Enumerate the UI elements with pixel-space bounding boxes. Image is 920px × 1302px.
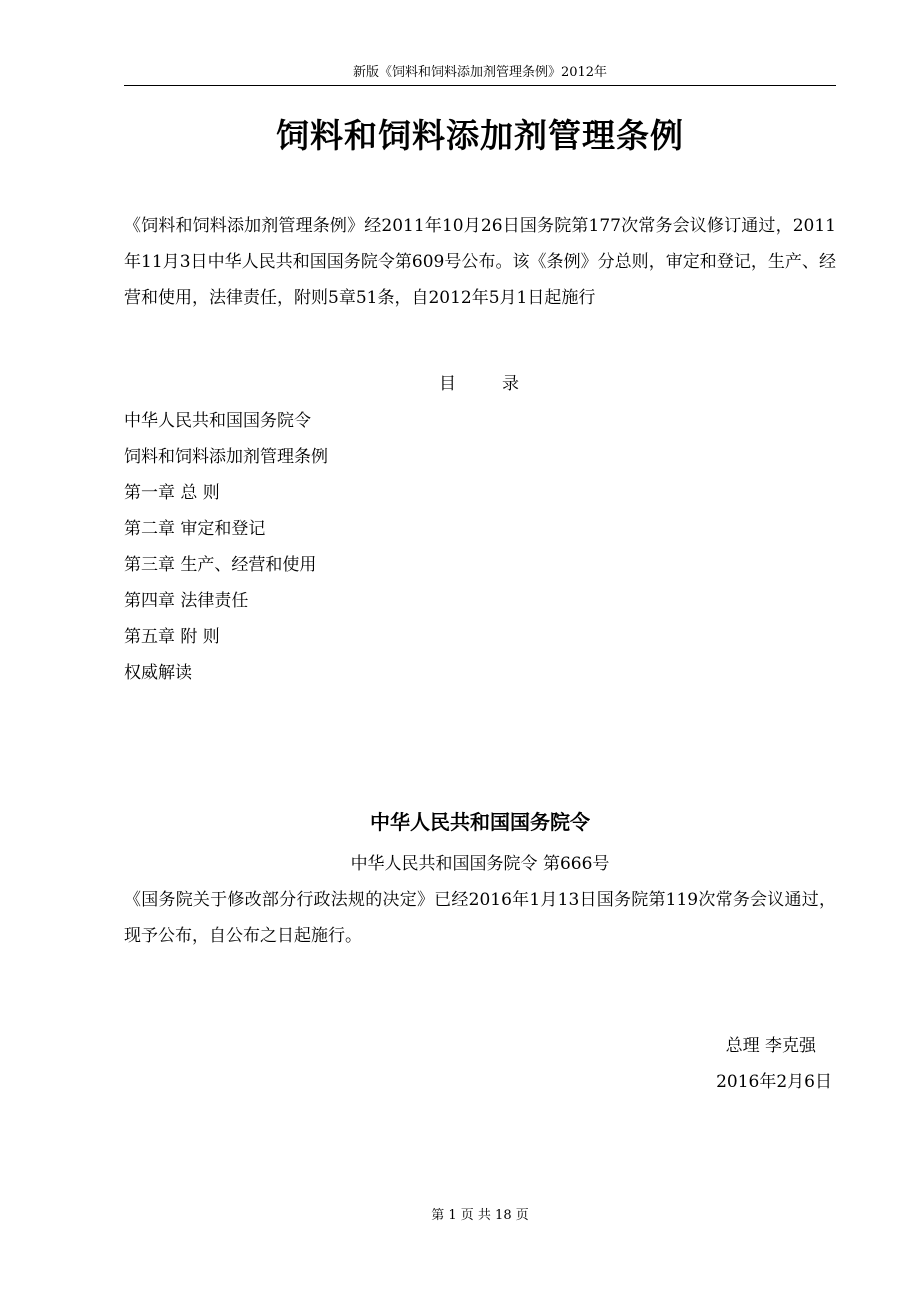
signer: 总理 李克强 xyxy=(725,1036,816,1056)
intro-paragraph: 《饲料和饲料添加剂管理条例》经2011年10月26日国务院第177次常务会议修订通过，2011年11月3日中华人民共和国国务院令第609号公布。该《条例》分总则，审定和登记，生产、经营和使用，法律责任，附则5章51条，自2012年5月1日起施行 xyxy=(124,216,836,308)
toc-heading-left: 目 xyxy=(439,374,458,394)
toc-item[interactable]: 第二章 审定和登记 xyxy=(124,519,266,539)
toc-item[interactable]: 第四章 法律责任 xyxy=(124,591,249,611)
toc-item[interactable]: 中华人民共和国国务院令 xyxy=(124,411,311,431)
toc-item[interactable]: 权威解读 xyxy=(124,663,192,683)
toc-list xyxy=(124,403,724,691)
running-header: 新版《饲料和饲料添加剂管理条例》2012年 xyxy=(352,65,608,80)
order-heading: 中华人民共和国国务院令 xyxy=(370,810,590,834)
page-footer: 第 1 页 共 18 页 xyxy=(431,1208,529,1223)
header-rule xyxy=(124,85,836,86)
order-body: 《国务院关于修改部分行政法规的决定》已经2016年1月13日国务院第119次常务会议通过，现予公布，自公布之日起施行。 xyxy=(124,890,836,946)
document-title: 饲料和饲料添加剂管理条例 xyxy=(276,116,684,155)
sign-date: 2016年2月6日 xyxy=(716,1072,832,1092)
toc-item[interactable]: 第一章 总 则 xyxy=(124,483,220,503)
toc-item[interactable]: 饲料和饲料添加剂管理条例 xyxy=(124,447,328,467)
toc-item[interactable]: 第三章 生产、经营和使用 xyxy=(124,555,317,575)
order-number: 中华人民共和国国务院令 第666号 xyxy=(350,854,610,874)
toc-heading-right: 录 xyxy=(502,374,521,394)
toc-item[interactable]: 第五章 附 则 xyxy=(124,627,220,647)
toc-heading xyxy=(124,370,836,398)
